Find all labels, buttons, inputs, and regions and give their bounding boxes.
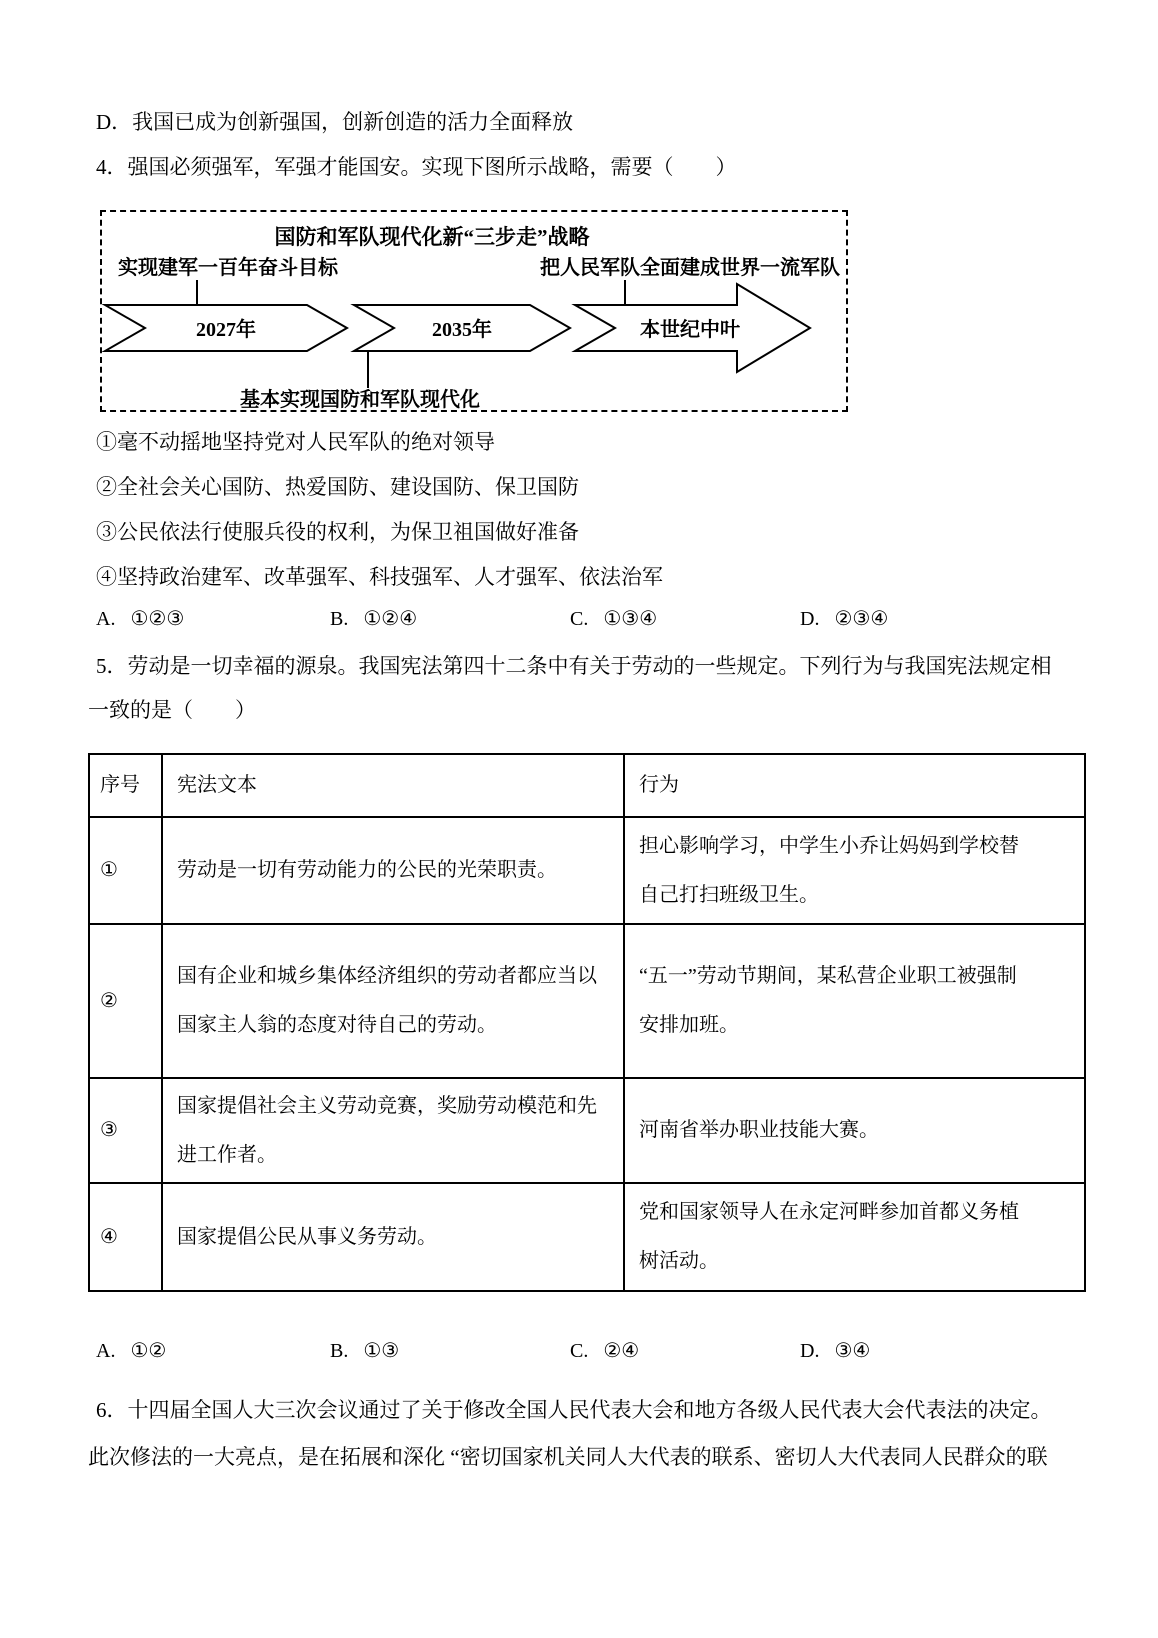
q4-options-row bbox=[0, 606, 1158, 636]
q4-statement-2: ②全社会关心国防、热爱国防、建设国防、保卫国防 bbox=[96, 475, 579, 499]
q5-table-header-row bbox=[89, 754, 1085, 817]
q5-row1-no: ① bbox=[89, 817, 162, 924]
prev-question-option-d: D．我国已成为创新强国，创新创造的活力全面释放 bbox=[96, 110, 574, 134]
diagram-title: 国防和军队现代化新“三步走”战略 bbox=[274, 225, 590, 249]
strategy-diagram bbox=[100, 210, 848, 412]
q5-option-c-value: ②④ bbox=[603, 1340, 640, 1362]
q5-option-d-value: ③④ bbox=[834, 1340, 871, 1362]
q5-option-a bbox=[96, 1338, 166, 1363]
diagram-bottom-label: 基本实现国防和军队现代化 bbox=[240, 389, 480, 410]
q5-table-row-3 bbox=[89, 1078, 1085, 1183]
q5-option-b-label: B. bbox=[330, 1340, 349, 1362]
q5-table-header-no: 序号 bbox=[89, 754, 162, 817]
q5-table-row-2 bbox=[89, 924, 1085, 1078]
q4-option-b-label: B. bbox=[330, 608, 349, 630]
q5-row3-text: 国家提倡社会主义劳动竞赛，奖励劳动模范和先进工作者。 bbox=[162, 1078, 624, 1183]
q5-option-a-label: A. bbox=[96, 1340, 116, 1362]
q5-option-c bbox=[570, 1338, 639, 1363]
q4-option-a-label: A. bbox=[96, 608, 116, 630]
q5-option-c-label: C. bbox=[570, 1340, 589, 1362]
q4-option-a-value: ①②③ bbox=[130, 608, 185, 630]
q5-row2-text: 国有企业和城乡集体经济组织的劳动者都应当以国家主人翁的态度对待自己的劳动。 bbox=[162, 924, 624, 1078]
diagram-left-label: 实现建军一百年奋斗目标 bbox=[118, 257, 338, 279]
q5-option-a-value: ①② bbox=[130, 1340, 167, 1362]
q5-row2-behavior: “五一”劳动节期间，某私营企业职工被强制安排加班。 bbox=[624, 924, 1085, 1078]
q5-row4-behavior: 党和国家领导人在永定河畔参加首都义务植树活动。 bbox=[624, 1183, 1085, 1291]
arrow-2035-label: 2035年 bbox=[432, 319, 492, 341]
q5-table-header-behavior: 行为 bbox=[624, 754, 1085, 817]
q4-option-c-label: C. bbox=[570, 608, 589, 630]
q4-option-b bbox=[330, 606, 417, 631]
q5-table bbox=[88, 753, 1086, 1292]
q5-row2-no: ② bbox=[89, 924, 162, 1078]
q4-statement-3: ③公民依法行使服兵役的权利，为保卫祖国做好准备 bbox=[96, 520, 579, 544]
diagram-right-label: 把人民军队全面建成世界一流军队 bbox=[540, 257, 840, 279]
q4-statement-1: ①毫不动摇地坚持党对人民军队的绝对领导 bbox=[96, 430, 495, 454]
q4-option-b-value: ①②④ bbox=[363, 608, 418, 630]
q5-options-row bbox=[0, 1338, 1158, 1368]
q4-option-d-label: D. bbox=[800, 608, 820, 630]
q4-option-c bbox=[570, 606, 657, 631]
q4-option-a bbox=[96, 606, 184, 631]
q5-row1-text: 劳动是一切有劳动能力的公民的光荣职责。 bbox=[162, 817, 624, 924]
q5-table-row-1 bbox=[89, 817, 1085, 924]
q5-row4-no: ④ bbox=[89, 1183, 162, 1291]
q6-stem-line1: 6．十四届全国人大三次会议通过了关于修改全国人民代表大会和地方各级人民代表大会代表法的决定。 bbox=[96, 1398, 1052, 1422]
q5-stem-line2: 一致的是（ ） bbox=[88, 698, 256, 722]
q4-stem: 4．强国必须强军，军强才能国安。实现下图所示战略，需要（ ） bbox=[96, 155, 737, 179]
strategy-diagram-svg bbox=[102, 212, 846, 410]
q5-row3-no: ③ bbox=[89, 1078, 162, 1183]
arrow-midcentury-label: 本世纪中叶 bbox=[640, 319, 740, 341]
q5-stem-line1: 5．劳动是一切幸福的源泉。我国宪法第四十二条中有关于劳动的一些规定。下列行为与我国宪法规定相 bbox=[96, 654, 1052, 678]
q4-option-d bbox=[800, 606, 888, 631]
arrow-2027-label: 2027年 bbox=[196, 319, 256, 341]
q5-option-b-value: ①③ bbox=[363, 1340, 400, 1362]
q4-option-c-value: ①③④ bbox=[603, 608, 658, 630]
q5-option-d bbox=[800, 1338, 870, 1363]
q5-table-header-text: 宪法文本 bbox=[162, 754, 624, 817]
q5-row3-behavior: 河南省举办职业技能大赛。 bbox=[624, 1078, 1085, 1183]
q4-option-d-value: ②③④ bbox=[834, 608, 889, 630]
q5-row1-behavior: 担心影响学习，中学生小乔让妈妈到学校替自己打扫班级卫生。 bbox=[624, 817, 1085, 924]
q4-statement-4: ④坚持政治建军、改革强军、科技强军、人才强军、依法治军 bbox=[96, 565, 663, 589]
q5-table-row-4 bbox=[89, 1183, 1085, 1291]
q5-option-b bbox=[330, 1338, 399, 1363]
q5-option-d-label: D. bbox=[800, 1340, 820, 1362]
q5-row4-text: 国家提倡公民从事义务劳动。 bbox=[162, 1183, 624, 1291]
q6-stem-line2: 此次修法的一大亮点，是在拓展和深化 “密切国家机关同人大代表的联系、密切人大代表同人民群众的联 bbox=[88, 1445, 1048, 1469]
